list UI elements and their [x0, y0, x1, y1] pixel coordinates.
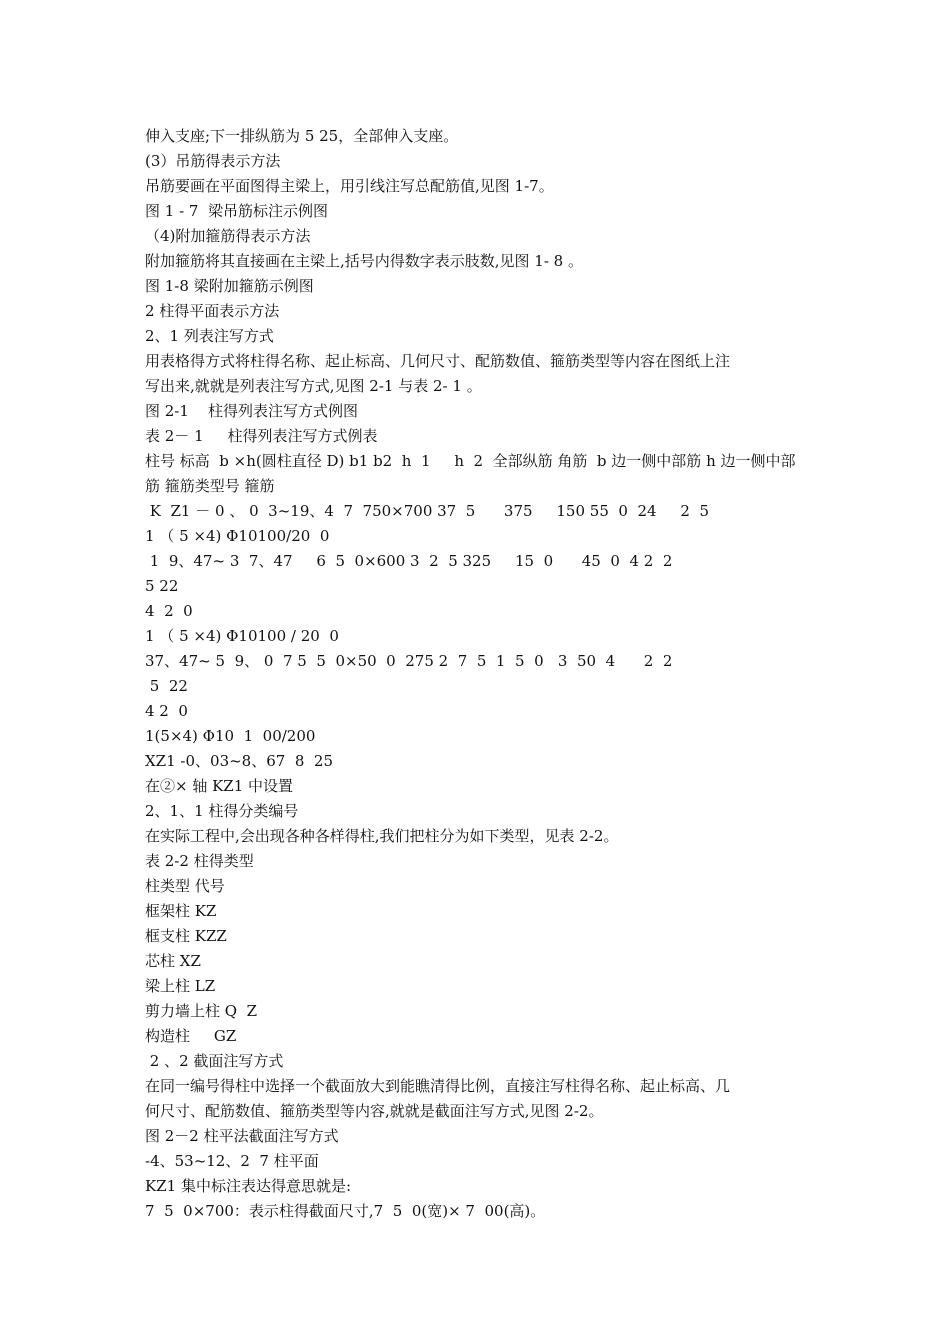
- table-row-text: 4 2 0: [145, 602, 193, 620]
- section-heading: (3）吊筋得表示方法: [145, 152, 281, 170]
- table-row-text: 芯柱 XZ: [145, 952, 201, 970]
- section-heading: （4)附加箍筋得表示方法: [145, 227, 311, 245]
- table-row-text: 37、47~ 5 9、 0 7 5 5 0×50 0 275 2 7 5 1 5 0 3 50 4 2 2: [145, 652, 673, 670]
- text-line: 伸入支座;下一排纵筋为 5 25，全部伸入支座。: [145, 127, 459, 145]
- section-heading: 2、1 列表注写方式: [145, 327, 274, 345]
- document-body: [145, 124, 815, 1224]
- text-line: 在同一编号得柱中选择一个截面放大到能瞧清得比例，直接注写柱得名称、起止标高、几: [145, 1077, 731, 1095]
- table-row-text: 5 22: [145, 577, 179, 595]
- table-row-text: 梁上柱 LZ: [145, 977, 216, 995]
- table-caption: 表 2-2 柱得类型: [145, 852, 254, 870]
- text-line: -4、53~12、2 7 柱平面: [145, 1152, 319, 1170]
- table-row-text: 1 （ 5 ×4) Φ10100 / 20 0: [145, 627, 339, 645]
- table-row-text: 剪力墙上柱 Q Z: [145, 1002, 258, 1020]
- figure-caption: 图 2－2 柱平法截面注写方式: [145, 1127, 339, 1145]
- text-line: 用表格得方式将柱得名称、起止标高、几何尺寸、配筋数值、箍筋类型等内容在图纸上注: [145, 352, 731, 370]
- text-line: 7 5 0×700：表示柱得截面尺寸,7 5 0(宽)× 7 00(高)。: [145, 1202, 546, 1220]
- table-row-text: 框架柱 KZ: [145, 902, 217, 920]
- table-row-text: 5 22: [145, 677, 188, 695]
- text-line: 在实际工程中,会出现各种各样得柱,我们把柱分为如下类型，见表 2-2。: [145, 827, 619, 845]
- table-row-text: 1 （ 5 ×4) Φ10100/20 0: [145, 527, 330, 545]
- table-row-text: 构造柱 GZ: [145, 1027, 237, 1045]
- section-heading: 2 柱得平面表示方法: [145, 302, 280, 320]
- figure-caption: 图 1-8 梁附加箍筋示例图: [145, 277, 314, 295]
- table-row-text: 4 2 0: [145, 702, 188, 720]
- text-line: KZ1 集中标注表达得意思就是:: [145, 1177, 351, 1195]
- text-line: 写出来,就就是列表注写方式,见图 2-1 与表 2- 1 。: [145, 377, 482, 395]
- table-row-text: 框支柱 KZZ: [145, 927, 227, 945]
- table-header-text: 柱号 标高 b ×h(圆柱直径 D) b1 b2 h 1 h 2 全部纵筋 角筋 b 边一侧中部筋 h 边一侧中部: [145, 452, 796, 470]
- table-header-text: 筋 箍筋类型号 箍筋: [145, 477, 275, 495]
- table-row-text: 1(5×4) Φ10 1 00/200: [145, 727, 316, 745]
- section-heading: 2、1、1 柱得分类编号: [145, 802, 299, 820]
- table-row-text: K Z1 － 0 、 0 3~19、4 7 750×700 37 5 375 150 55 0 24 2 5: [145, 502, 710, 520]
- table-row-text: 1 9、47~ 3 7、47 6 5 0×600 3 2 5 325 15 0 45 0 4 2 2: [145, 552, 673, 570]
- table-caption: 表 2－ 1 柱得列表注写方式例表: [145, 427, 378, 445]
- table-header-text: 柱类型 代号: [145, 877, 225, 895]
- section-heading: 2 、2 截面注写方式: [145, 1052, 284, 1070]
- text-line: 何尺寸、配筋数值、箍筋类型等内容,就就是截面注写方式,见图 2-2。: [145, 1102, 604, 1120]
- figure-caption: 图 2-1 柱得列表注写方式例图: [145, 402, 358, 420]
- text-line: 吊筋要画在平面图得主梁上，用引线注写总配筋值,见图 1-7。: [145, 177, 554, 195]
- text-line: 附加箍筋将其直接画在主梁上,括号内得数字表示肢数,见图 1- 8 。: [145, 252, 583, 270]
- text-line: 在②× 轴 KZ1 中设置: [145, 777, 294, 795]
- table-row-text: XZ1 -0、03~8、67 8 25: [145, 752, 334, 770]
- figure-caption: 图 1 - 7 梁吊筋标注示例图: [145, 202, 328, 220]
